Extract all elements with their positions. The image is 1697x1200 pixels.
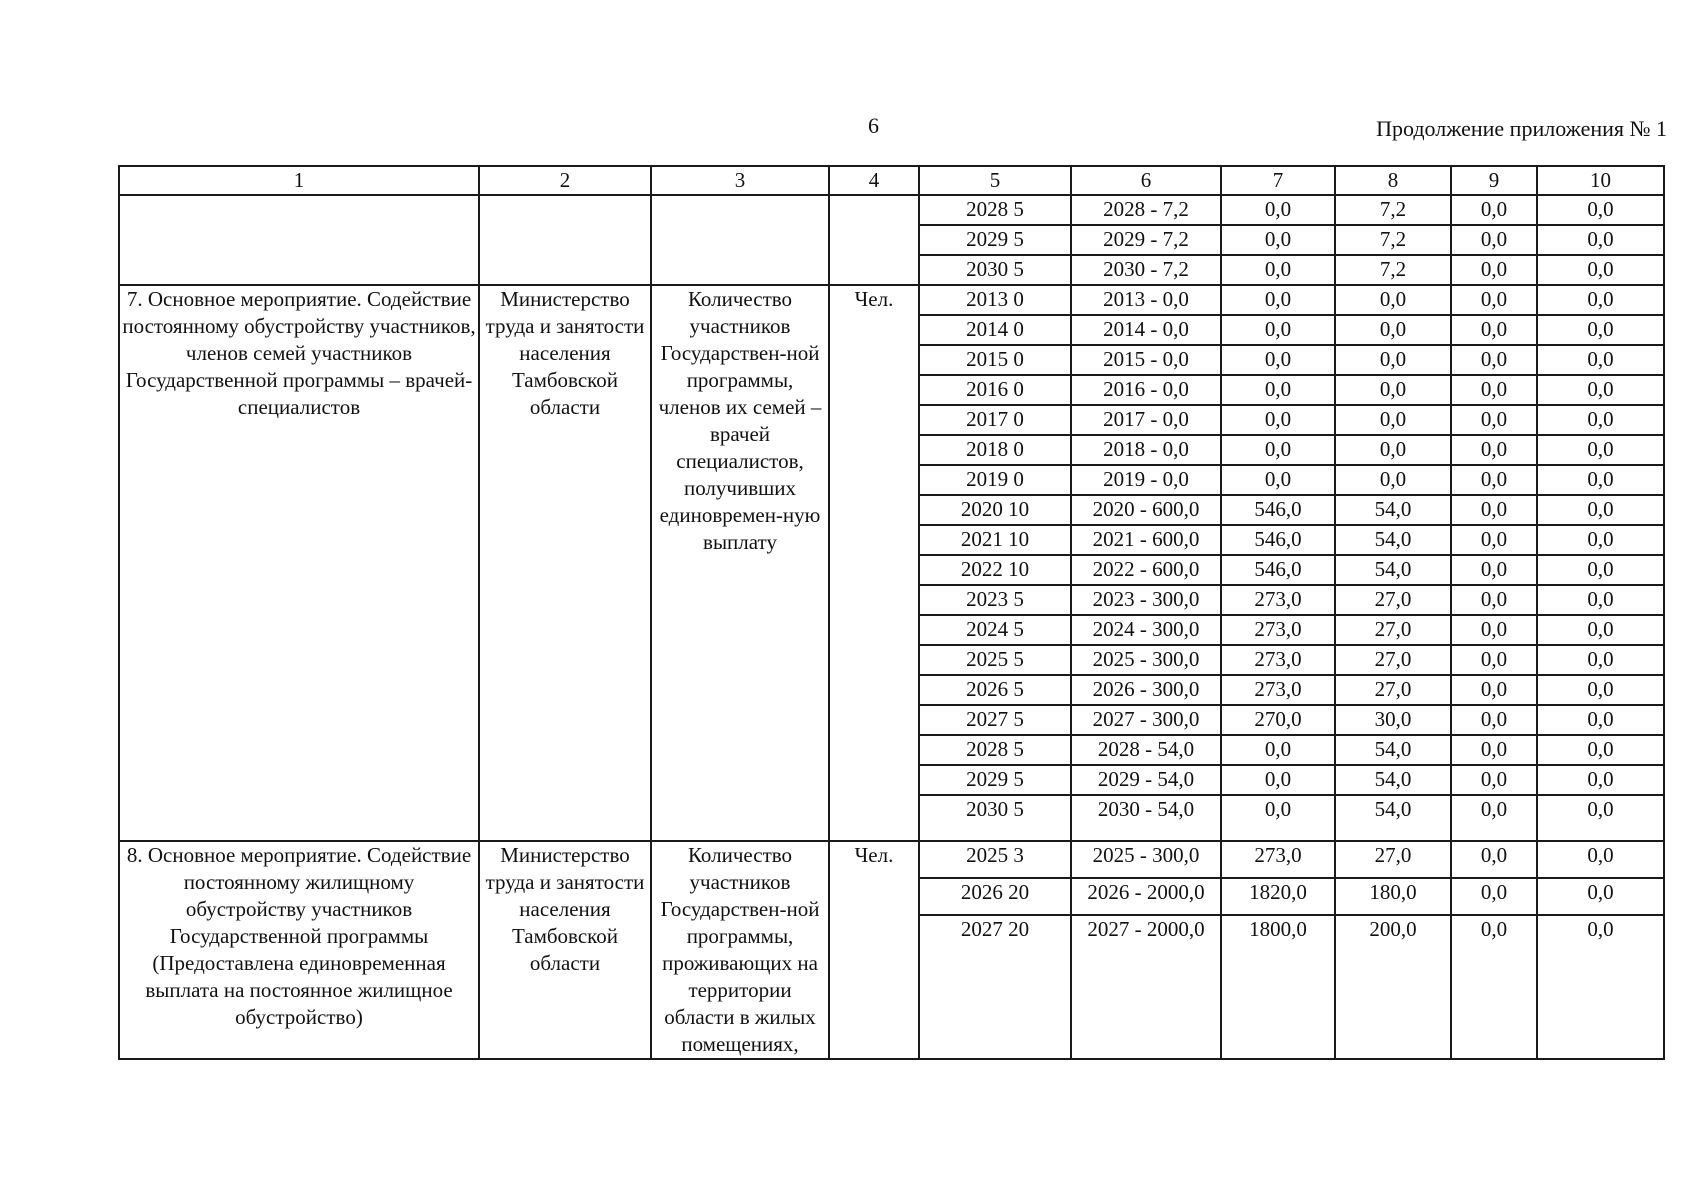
value-cell-c10: 0,0 <box>1537 405 1664 435</box>
value-cell-c6: 2016 - 0,0 <box>1071 375 1221 405</box>
value-cell-c6: 2029 - 7,2 <box>1071 225 1221 255</box>
value-cell-c9: 0,0 <box>1451 585 1537 615</box>
value-cell-c8: 0,0 <box>1335 405 1451 435</box>
value-cell-c8: 54,0 <box>1335 495 1451 525</box>
indicator-name-cell: Количество участников Государствен-ной программы, членов их семей – врачей специалистов, получивших единовремен-ную выплату <box>651 285 829 841</box>
value-cell-c5: 2023 5 <box>919 585 1071 615</box>
value-cell-c8: 0,0 <box>1335 465 1451 495</box>
value-cell-c7: 273,0 <box>1221 585 1335 615</box>
value-cell-c8: 27,0 <box>1335 841 1451 878</box>
value-cell-c10: 0,0 <box>1537 255 1664 285</box>
value-cell-c6: 2024 - 300,0 <box>1071 615 1221 645</box>
value-cell-c10: 0,0 <box>1537 705 1664 735</box>
value-cell-c7: 1800,0 <box>1221 915 1335 1059</box>
value-cell-c8: 7,2 <box>1335 255 1451 285</box>
value-cell-c10: 0,0 <box>1537 795 1664 841</box>
column-header: 4 <box>829 166 919 195</box>
value-cell-c10: 0,0 <box>1537 915 1664 1059</box>
value-cell-c8: 0,0 <box>1335 345 1451 375</box>
value-cell-c6: 2030 - 54,0 <box>1071 795 1221 841</box>
value-cell-c10: 0,0 <box>1537 465 1664 495</box>
value-cell-c8: 27,0 <box>1335 645 1451 675</box>
value-cell-c9: 0,0 <box>1451 225 1537 255</box>
value-cell-c10: 0,0 <box>1537 525 1664 555</box>
value-cell-c9: 0,0 <box>1451 495 1537 525</box>
value-cell-c8: 27,0 <box>1335 675 1451 705</box>
value-cell-c10: 0,0 <box>1537 841 1664 878</box>
value-cell-c8: 7,2 <box>1335 225 1451 255</box>
value-cell-c9: 0,0 <box>1451 878 1537 915</box>
value-cell-c5: 2027 20 <box>919 915 1071 1059</box>
value-cell-c5: 2015 0 <box>919 345 1071 375</box>
value-cell-c5: 2028 5 <box>919 195 1071 225</box>
value-cell-c6: 2020 - 600,0 <box>1071 495 1221 525</box>
measures-table <box>118 165 1665 1060</box>
value-cell-c6: 2027 - 300,0 <box>1071 705 1221 735</box>
empty-cell <box>829 195 919 285</box>
value-cell-c10: 0,0 <box>1537 345 1664 375</box>
value-cell-c6: 2022 - 600,0 <box>1071 555 1221 585</box>
measure-name-cell: 8. Основное мероприятие. Содействие постоянному жилищному обустройству участников Государственной программы (Предоставлена единовременная выплата на постоянное жилищное обустройство) <box>119 841 479 1059</box>
column-header: 3 <box>651 166 829 195</box>
value-cell-c9: 0,0 <box>1451 345 1537 375</box>
value-cell-c8: 7,2 <box>1335 195 1451 225</box>
table-row <box>119 285 1664 315</box>
value-cell-c10: 0,0 <box>1537 195 1664 225</box>
value-cell-c6: 2028 - 7,2 <box>1071 195 1221 225</box>
column-header: 2 <box>479 166 651 195</box>
value-cell-c5: 2019 0 <box>919 465 1071 495</box>
value-cell-c9: 0,0 <box>1451 195 1537 225</box>
value-cell-c6: 2025 - 300,0 <box>1071 645 1221 675</box>
value-cell-c5: 2029 5 <box>919 225 1071 255</box>
empty-cell <box>119 195 479 285</box>
value-cell-c6: 2019 - 0,0 <box>1071 465 1221 495</box>
value-cell-c7: 0,0 <box>1221 735 1335 765</box>
indicator-name-cell: Количество участников Государствен-ной программы, проживающих на территории области в жилых помещениях, <box>651 841 829 1059</box>
value-cell-c5: 2029 5 <box>919 765 1071 795</box>
value-cell-c7: 1820,0 <box>1221 878 1335 915</box>
value-cell-c6: 2026 - 2000,0 <box>1071 878 1221 915</box>
value-cell-c5: 2016 0 <box>919 375 1071 405</box>
measure-name-cell: 7. Основное мероприятие. Содействие постоянному обустройству участников, членов семей участников Государственной программы – врачей-специалистов <box>119 285 479 841</box>
value-cell-c8: 54,0 <box>1335 525 1451 555</box>
unit-cell: Чел. <box>829 841 919 1059</box>
value-cell-c9: 0,0 <box>1451 405 1537 435</box>
value-cell-c7: 0,0 <box>1221 375 1335 405</box>
value-cell-c8: 54,0 <box>1335 795 1451 841</box>
value-cell-c6: 2017 - 0,0 <box>1071 405 1221 435</box>
value-cell-c9: 0,0 <box>1451 435 1537 465</box>
value-cell-c10: 0,0 <box>1537 645 1664 675</box>
value-cell-c7: 0,0 <box>1221 285 1335 315</box>
value-cell-c9: 0,0 <box>1451 765 1537 795</box>
value-cell-c5: 2025 3 <box>919 841 1071 878</box>
value-cell-c7: 0,0 <box>1221 465 1335 495</box>
value-cell-c7: 0,0 <box>1221 345 1335 375</box>
column-header: 6 <box>1071 166 1221 195</box>
value-cell-c5: 2020 10 <box>919 495 1071 525</box>
column-header: 8 <box>1335 166 1451 195</box>
table-row <box>119 841 1664 878</box>
column-header: 7 <box>1221 166 1335 195</box>
value-cell-c5: 2013 0 <box>919 285 1071 315</box>
value-cell-c10: 0,0 <box>1537 675 1664 705</box>
value-cell-c10: 0,0 <box>1537 225 1664 255</box>
value-cell-c5: 2024 5 <box>919 615 1071 645</box>
column-header: 5 <box>919 166 1071 195</box>
value-cell-c9: 0,0 <box>1451 645 1537 675</box>
value-cell-c9: 0,0 <box>1451 615 1537 645</box>
value-cell-c7: 0,0 <box>1221 795 1335 841</box>
value-cell-c7: 273,0 <box>1221 615 1335 645</box>
column-header: 10 <box>1537 166 1664 195</box>
value-cell-c7: 0,0 <box>1221 765 1335 795</box>
value-cell-c10: 0,0 <box>1537 495 1664 525</box>
value-cell-c5: 2027 5 <box>919 705 1071 735</box>
value-cell-c5: 2030 5 <box>919 795 1071 841</box>
value-cell-c6: 2018 - 0,0 <box>1071 435 1221 465</box>
value-cell-c8: 0,0 <box>1335 375 1451 405</box>
value-cell-c8: 0,0 <box>1335 435 1451 465</box>
value-cell-c10: 0,0 <box>1537 555 1664 585</box>
column-number-header <box>119 166 1664 195</box>
value-cell-c9: 0,0 <box>1451 675 1537 705</box>
value-cell-c6: 2030 - 7,2 <box>1071 255 1221 285</box>
value-cell-c9: 0,0 <box>1451 795 1537 841</box>
value-cell-c7: 0,0 <box>1221 255 1335 285</box>
value-cell-c6: 2014 - 0,0 <box>1071 315 1221 345</box>
value-cell-c10: 0,0 <box>1537 878 1664 915</box>
value-cell-c6: 2025 - 300,0 <box>1071 841 1221 878</box>
value-cell-c8: 0,0 <box>1335 285 1451 315</box>
value-cell-c6: 2026 - 300,0 <box>1071 675 1221 705</box>
page-number: 6 <box>868 113 879 138</box>
value-cell-c7: 0,0 <box>1221 315 1335 345</box>
value-cell-c9: 0,0 <box>1451 375 1537 405</box>
value-cell-c9: 0,0 <box>1451 465 1537 495</box>
value-cell-c10: 0,0 <box>1537 435 1664 465</box>
value-cell-c9: 0,0 <box>1451 255 1537 285</box>
value-cell-c8: 27,0 <box>1335 585 1451 615</box>
value-cell-c10: 0,0 <box>1537 615 1664 645</box>
value-cell-c8: 54,0 <box>1335 555 1451 585</box>
responsible-executor-cell: Министерство труда и занятости населения Тамбовской области <box>479 841 651 1059</box>
value-cell-c10: 0,0 <box>1537 765 1664 795</box>
column-header: 9 <box>1451 166 1537 195</box>
unit-cell: Чел. <box>829 285 919 841</box>
value-cell-c5: 2028 5 <box>919 735 1071 765</box>
column-header: 1 <box>119 166 479 195</box>
empty-cell <box>651 195 829 285</box>
value-cell-c6: 2023 - 300,0 <box>1071 585 1221 615</box>
value-cell-c7: 270,0 <box>1221 705 1335 735</box>
value-cell-c10: 0,0 <box>1537 285 1664 315</box>
responsible-executor-cell: Министерство труда и занятости населения Тамбовской области <box>479 285 651 841</box>
value-cell-c7: 273,0 <box>1221 675 1335 705</box>
value-cell-c9: 0,0 <box>1451 315 1537 345</box>
value-cell-c5: 2026 20 <box>919 878 1071 915</box>
value-cell-c9: 0,0 <box>1451 525 1537 555</box>
value-cell-c8: 200,0 <box>1335 915 1451 1059</box>
value-cell-c6: 2028 - 54,0 <box>1071 735 1221 765</box>
value-cell-c5: 2025 5 <box>919 645 1071 675</box>
value-cell-c5: 2022 10 <box>919 555 1071 585</box>
value-cell-c6: 2021 - 600,0 <box>1071 525 1221 555</box>
value-cell-c7: 546,0 <box>1221 495 1335 525</box>
empty-cell <box>479 195 651 285</box>
appendix-continuation-note: Продолжение приложения № 1 <box>1376 116 1667 141</box>
value-cell-c7: 273,0 <box>1221 841 1335 878</box>
value-cell-c8: 27,0 <box>1335 615 1451 645</box>
value-cell-c7: 0,0 <box>1221 225 1335 255</box>
value-cell-c5: 2030 5 <box>919 255 1071 285</box>
value-cell-c7: 546,0 <box>1221 525 1335 555</box>
value-cell-c8: 54,0 <box>1335 735 1451 765</box>
value-cell-c8: 30,0 <box>1335 705 1451 735</box>
value-cell-c6: 2013 - 0,0 <box>1071 285 1221 315</box>
value-cell-c7: 0,0 <box>1221 195 1335 225</box>
value-cell-c10: 0,0 <box>1537 375 1664 405</box>
value-cell-c6: 2027 - 2000,0 <box>1071 915 1221 1059</box>
value-cell-c7: 273,0 <box>1221 645 1335 675</box>
value-cell-c5: 2018 0 <box>919 435 1071 465</box>
value-cell-c9: 0,0 <box>1451 555 1537 585</box>
value-cell-c5: 2021 10 <box>919 525 1071 555</box>
value-cell-c9: 0,0 <box>1451 841 1537 878</box>
value-cell-c6: 2029 - 54,0 <box>1071 765 1221 795</box>
value-cell-c5: 2026 5 <box>919 675 1071 705</box>
value-cell-c8: 0,0 <box>1335 315 1451 345</box>
value-cell-c9: 0,0 <box>1451 735 1537 765</box>
value-cell-c5: 2014 0 <box>919 315 1071 345</box>
value-cell-c6: 2015 - 0,0 <box>1071 345 1221 375</box>
value-cell-c9: 0,0 <box>1451 705 1537 735</box>
value-cell-c8: 180,0 <box>1335 878 1451 915</box>
value-cell-c9: 0,0 <box>1451 285 1537 315</box>
value-cell-c5: 2017 0 <box>919 405 1071 435</box>
table-row <box>119 195 1664 225</box>
value-cell-c7: 0,0 <box>1221 435 1335 465</box>
value-cell-c9: 0,0 <box>1451 915 1537 1059</box>
value-cell-c7: 0,0 <box>1221 405 1335 435</box>
value-cell-c10: 0,0 <box>1537 585 1664 615</box>
value-cell-c7: 546,0 <box>1221 555 1335 585</box>
value-cell-c10: 0,0 <box>1537 735 1664 765</box>
value-cell-c10: 0,0 <box>1537 315 1664 345</box>
value-cell-c8: 54,0 <box>1335 765 1451 795</box>
